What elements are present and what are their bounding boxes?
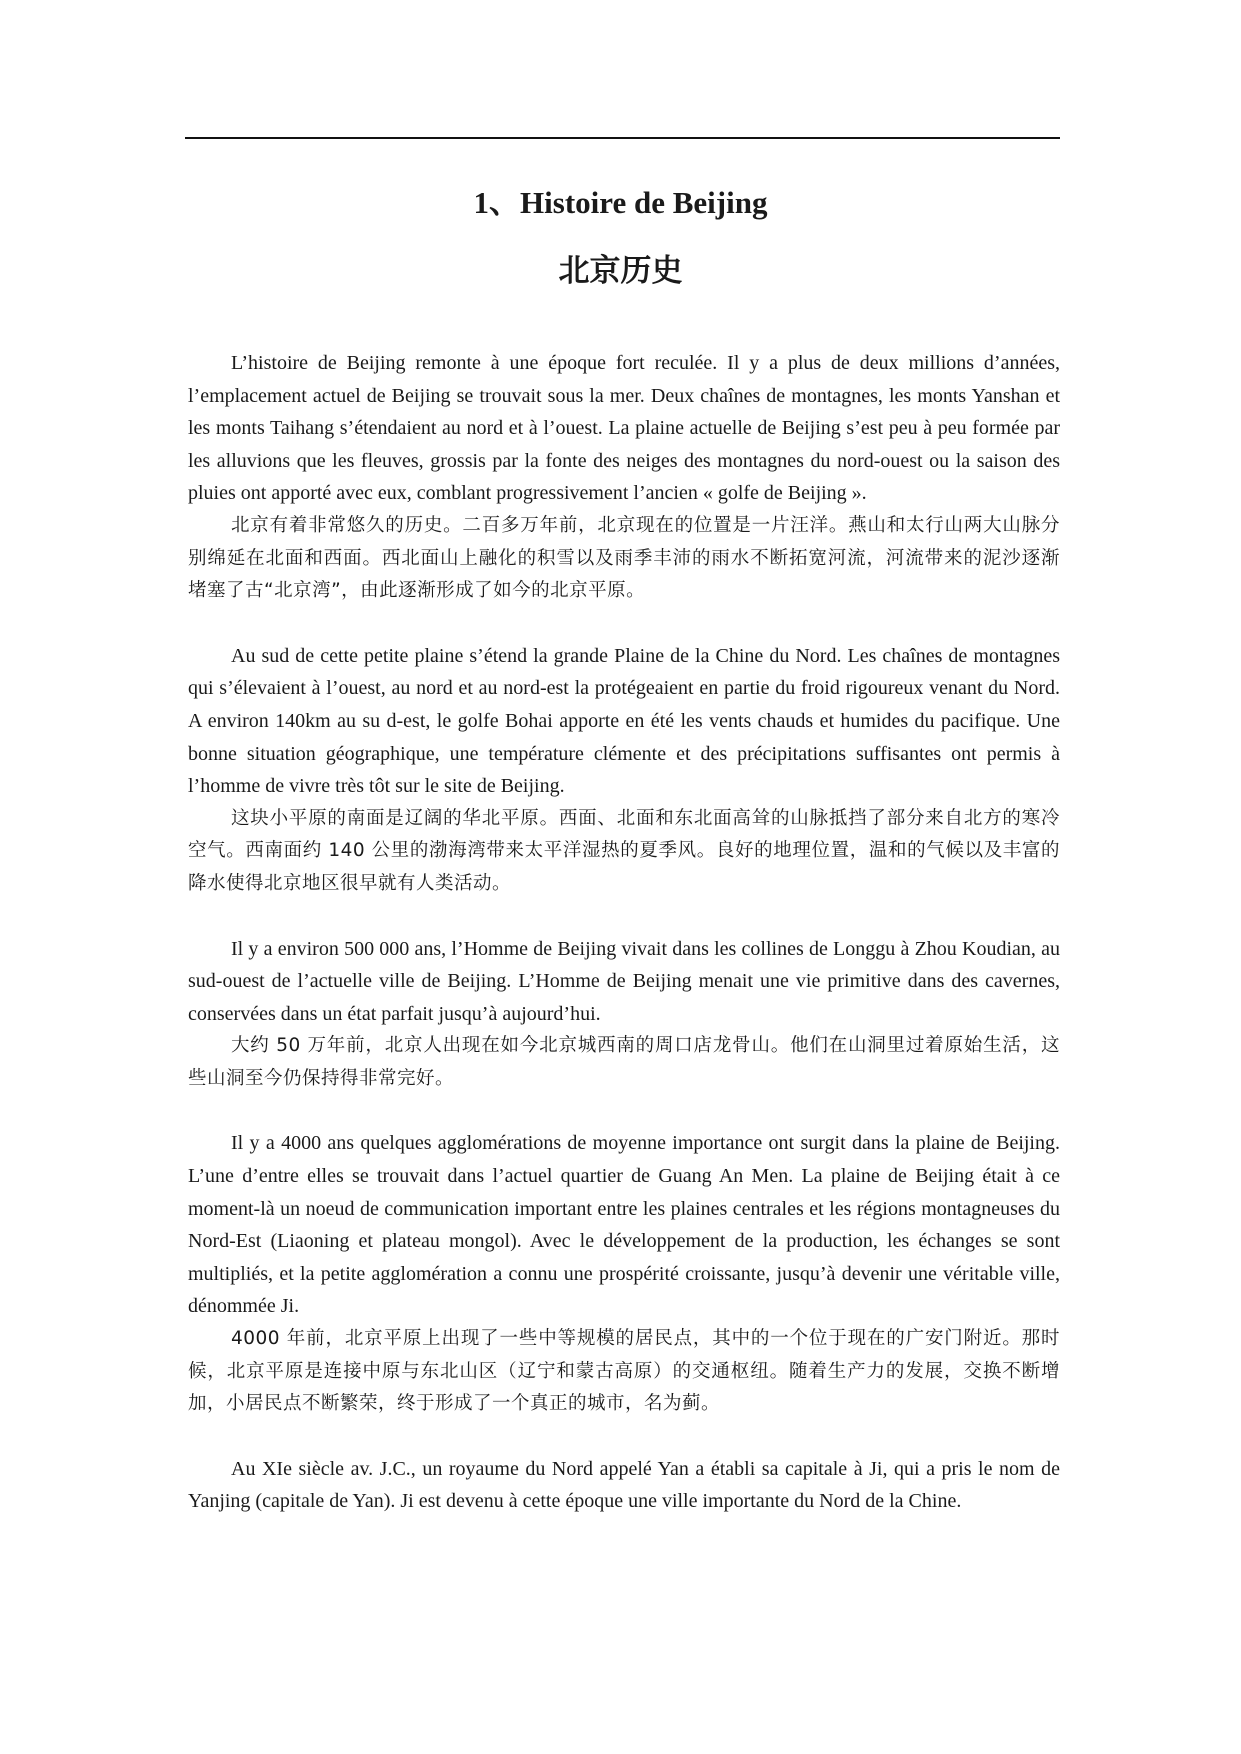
section-gap <box>188 608 1060 640</box>
header-rule <box>185 137 1060 139</box>
paragraph-fr-2: Au sud de cette petite plaine s’étend la grande Plaine de la Chine du Nord. Les chaînes de montagnes qui s’élevaient à l’ouest, au nord et au nord-est la protégeaient en partie du froid rigoureux venant du Nord. A environ 140km au su d-est, le golfe Bohai apporte en été les vents chauds et humides du pacifique. Une bonne situation géographique, une température clémente et des précipitations suffisantes ont permis à l’homme de vivre très tôt sur le site de Beijing. <box>188 644 1060 798</box>
page-title-french: 1、Histoire de Beijing <box>473 184 768 220</box>
section-gap <box>188 1095 1060 1127</box>
document-body <box>188 347 1060 1518</box>
paragraph-fr-1: L’histoire de Beijing remonte à une époque fort reculée. Il y a plus de deux millions d’années, l’emplacement actuel de Beijing se trouvait sous la mer. Deux chaînes de montagnes, les monts Yanshan et les monts Taihang s’étendaient au nord et à l’ouest. La plaine actuelle de Beijing s’est peu à peu formée par les alluvions que les fleuves, grossis par la fonte des neiges des montagnes du nord-ouest ou la saison des pluies ont apporté avec eux, comblant progressivement l’ancien « golfe de Beijing ». <box>188 352 1060 505</box>
paragraph-fr-3: Il y a environ 500 000 ans, l’Homme de Beijing vivait dans les collines de Longgu à Zhou Koudian, au sud-ouest de l’actuelle ville de Beijing. L’Homme de Beijing menait une vie primitive dans des cavernes, conservées dans un état parfait jusqu’à aujourd’hui. <box>188 937 1060 1025</box>
page-title-chinese: 北京历史 <box>558 252 683 289</box>
paragraph-zh-1: 北京有着非常悠久的历史。二百多万年前，北京现在的位置是一片汪洋。燕山和太行山两大山脉分别绵延在北面和西面。西北面山上融化的积雪以及雨季丰沛的雨水不断拓宽河流，河流带来的泥沙逐渐堵塞了古“北京湾”，由此逐渐形成了如今的北京平原。 <box>188 514 1060 602</box>
paragraph-zh-3: 大约 50 万年前，北京人出现在如今北京城西南的周口店龙骨山。他们在山洞里过着原始生活，这些山洞至今仍保持得非常完好。 <box>188 1035 1060 1089</box>
section-gap <box>188 1421 1060 1453</box>
paragraph-fr-4: Il y a 4000 ans quelques agglomérations de moyenne importance ont surgit dans la plaine de Beijing. L’une d’entre elles se trouvait dans l’actuel quartier de Guang An Men. La plaine de Beijing était à ce moment-là un noeud de communication important entre les plaines centrales et les régions montagneuses du Nord-Est (Liaoning et plateau mongol). Avec le développement de la production, les échanges se sont multipliés, et la petite agglomération a connu une prospérité croissante, jusqu’à devenir une véritable ville, dénommée Ji. <box>188 1132 1060 1318</box>
paragraph-zh-2: 这块小平原的南面是辽阔的华北平原。西面、北面和东北面高耸的山脉抵挡了部分来自北方的寒冷空气。西南面约 140 公里的渤海湾带来太平洋湿热的夏季风。良好的地理位置，温和的气候以及丰富的降水使得北京地区很早就有人类活动。 <box>188 807 1060 894</box>
paragraph-zh-4: 4000 年前，北京平原上出现了一些中等规模的居民点，其中的一个位于现在的广安门附近。那时候，北京平原是连接中原与东北山区（辽宁和蒙古高原）的交通枢纽。随着生产力的发展，交换不断增加，小居民点不断繁荣，终于形成了一个真正的城市，名为蓟。 <box>188 1328 1060 1415</box>
section-gap <box>188 901 1060 933</box>
paragraph-fr-5: Au XIe siècle av. J.C., un royaume du Nord appelé Yan a établi sa capitale à Ji, qui a pris le nom de Yanjing (capitale de Yan). Ji est devenu à cette époque une ville importante du Nord de la Chine. <box>188 1457 1060 1513</box>
